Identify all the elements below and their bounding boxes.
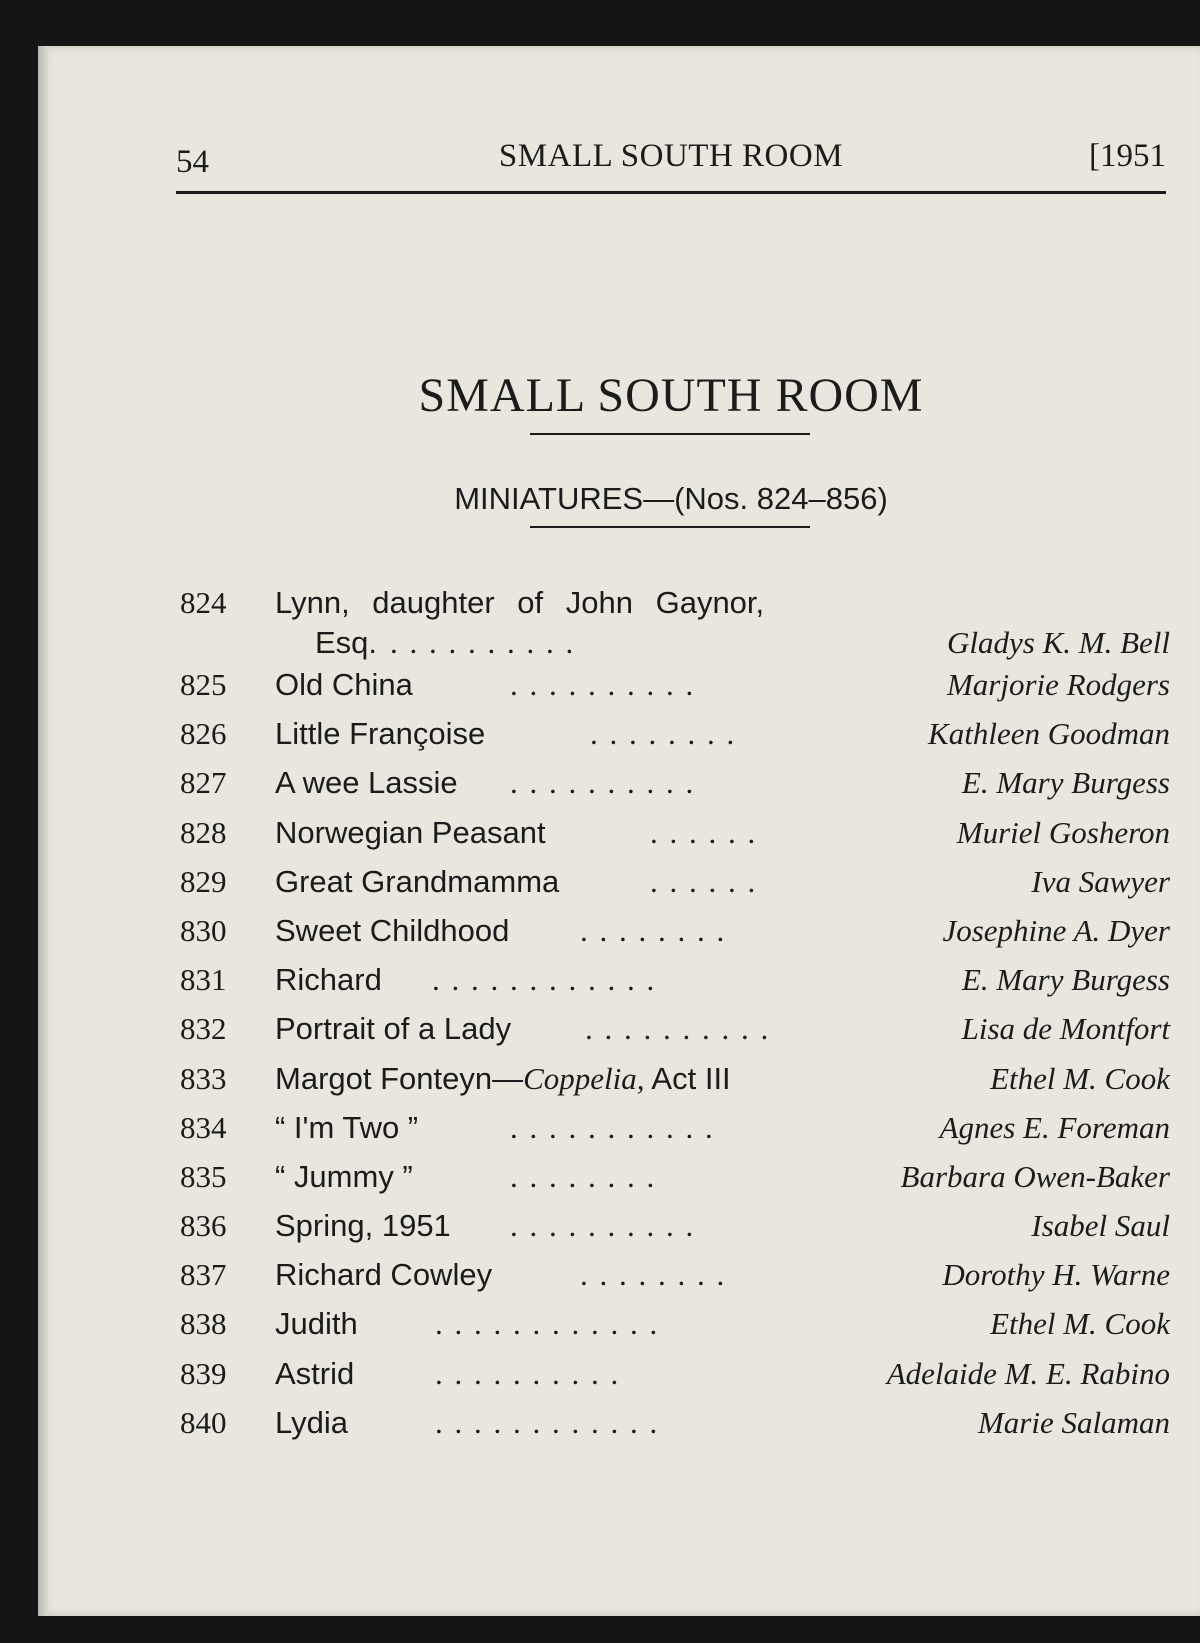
entry-artist: Ethel M. Cook [990, 1060, 1170, 1096]
list-item [180, 1405, 1170, 1454]
entry-number: 827 [180, 765, 227, 801]
entry-title: Judith [275, 1306, 358, 1342]
entry-title-continued: Esq. [315, 625, 378, 660]
list-item [180, 1306, 1170, 1355]
entry-title: Little Françoise [275, 716, 486, 752]
entry-number: 824 [180, 585, 227, 620]
entry-number: 840 [180, 1404, 227, 1440]
list-item [180, 716, 1170, 765]
entry-number: 829 [180, 863, 227, 899]
entry-title: “ Jummy ” [275, 1158, 413, 1194]
entries-list [180, 585, 1170, 1454]
leader-dots: . . . . . . . . . . . . [432, 962, 657, 998]
entry-number: 831 [180, 962, 227, 998]
leader-dots: . . . . . . . . . . . . [435, 1306, 660, 1342]
entry-artist: Marie Salaman [977, 1404, 1170, 1440]
leader-dots: . . . . . . . . . . [390, 625, 576, 660]
entry-number: 828 [180, 814, 227, 850]
leader-dots: . . . . . . . . . . [435, 1355, 621, 1391]
entry-title-italic: Coppelia, [523, 1060, 645, 1096]
entry-artist: E. Mary Burgess [961, 765, 1170, 801]
entry-artist: Barbara Owen-Baker [900, 1158, 1170, 1194]
entry-title: Margot Fonteyn— [275, 1060, 524, 1096]
page-edge [38, 46, 48, 1616]
leader-dots: . . . . . . . . [580, 912, 727, 948]
entry-number: 830 [180, 912, 227, 948]
page-header [176, 134, 1166, 180]
list-item [180, 585, 1170, 667]
entry-artist: Agnes E. Foreman [939, 1109, 1170, 1145]
entry-artist: Gladys K. M. Bell [947, 625, 1170, 660]
entry-title: Spring, 1951 [275, 1208, 451, 1244]
header-rule [176, 191, 1166, 194]
entry-number: 832 [180, 1011, 227, 1047]
leader-dots: . . . . . . . . . . . . [435, 1404, 660, 1440]
list-item [180, 1159, 1170, 1208]
leader-dots: . . . . . . . . . . [510, 1208, 696, 1244]
title-rule-bottom [530, 526, 810, 528]
entry-number: 834 [180, 1109, 227, 1145]
entry-number: 825 [180, 667, 227, 702]
entry-number: 835 [180, 1158, 227, 1194]
section-subtitle: MINIATURES—(Nos. 824–856) [454, 481, 888, 516]
entry-number: 838 [180, 1306, 227, 1342]
entry-number: 837 [180, 1257, 227, 1293]
list-item [180, 1208, 1170, 1257]
list-item [180, 864, 1170, 913]
leader-dots: . . . . . . . . [590, 716, 737, 752]
entry-artist: Josephine A. Dyer [942, 912, 1170, 948]
list-item [180, 1110, 1170, 1159]
leader-dots: . . . . . . [650, 814, 758, 850]
list-item [180, 1061, 1170, 1110]
entry-artist: E. Mary Burgess [961, 962, 1170, 998]
entry-title: Lynn, daughter of John Gaynor, [275, 585, 765, 620]
entry-artist: Muriel Gosheron [956, 814, 1170, 850]
entry-number: 839 [180, 1355, 227, 1391]
list-item [180, 1356, 1170, 1405]
entry-title: “ I'm Two ” [275, 1109, 419, 1145]
list-item [180, 1257, 1170, 1306]
entry-title: Lydia [275, 1404, 348, 1440]
leader-dots: . . . . . . . . [510, 1158, 657, 1194]
leader-dots: . . . . . . . . . . [510, 765, 696, 801]
entry-title: Richard [275, 962, 382, 998]
entry-artist: Isabel Saul [1031, 1208, 1170, 1244]
leader-dots: . . . . . . . . . . [585, 1011, 771, 1047]
list-item [180, 765, 1170, 814]
list-item [180, 962, 1170, 1011]
list-item [180, 1011, 1170, 1060]
list-item [180, 667, 1170, 716]
leader-dots: . . . . . . . . [580, 1257, 727, 1293]
entry-title-line [275, 1061, 731, 1097]
entry-artist: Iva Sawyer [1031, 863, 1170, 899]
entry-artist: Ethel M. Cook [990, 1306, 1170, 1342]
entry-title: Sweet Childhood [275, 912, 510, 948]
page-number: 54 [176, 144, 209, 180]
running-title: SMALL SOUTH ROOM [498, 138, 844, 174]
entry-title: Astrid [275, 1355, 355, 1391]
title-rule-top [530, 433, 810, 435]
entry-artist: Kathleen Goodman [928, 716, 1170, 752]
entry-title: Old China [275, 667, 413, 702]
leader-dots: . . . . . . . . . . . [510, 1109, 715, 1145]
entry-number: 826 [180, 716, 227, 752]
year-label: [1951 [1089, 138, 1166, 174]
leader-dots: . . . . . . [650, 863, 758, 899]
entry-title: Great Grandmamma [275, 863, 560, 899]
section-title: SMALL SOUTH ROOM [418, 369, 924, 422]
entry-title-tail: Act III [644, 1060, 731, 1096]
entry-number: 836 [180, 1208, 227, 1244]
entry-title: Norwegian Peasant [275, 814, 546, 850]
entry-artist: Adelaide M. E. Rabino [886, 1355, 1170, 1391]
list-item [180, 815, 1170, 864]
entry-title: Richard Cowley [275, 1257, 493, 1293]
entry-title: A wee Lassie [275, 765, 458, 801]
entry-artist: Dorothy H. Warne [942, 1257, 1170, 1293]
entry-title: Portrait of a Lady [275, 1011, 512, 1047]
entry-artist: Lisa de Montfort [961, 1011, 1170, 1047]
leader-dots: . . . . . . . . . . [510, 667, 696, 702]
list-item [180, 913, 1170, 962]
entry-artist: Marjorie Rodgers [946, 667, 1170, 702]
entry-number: 833 [180, 1060, 227, 1096]
